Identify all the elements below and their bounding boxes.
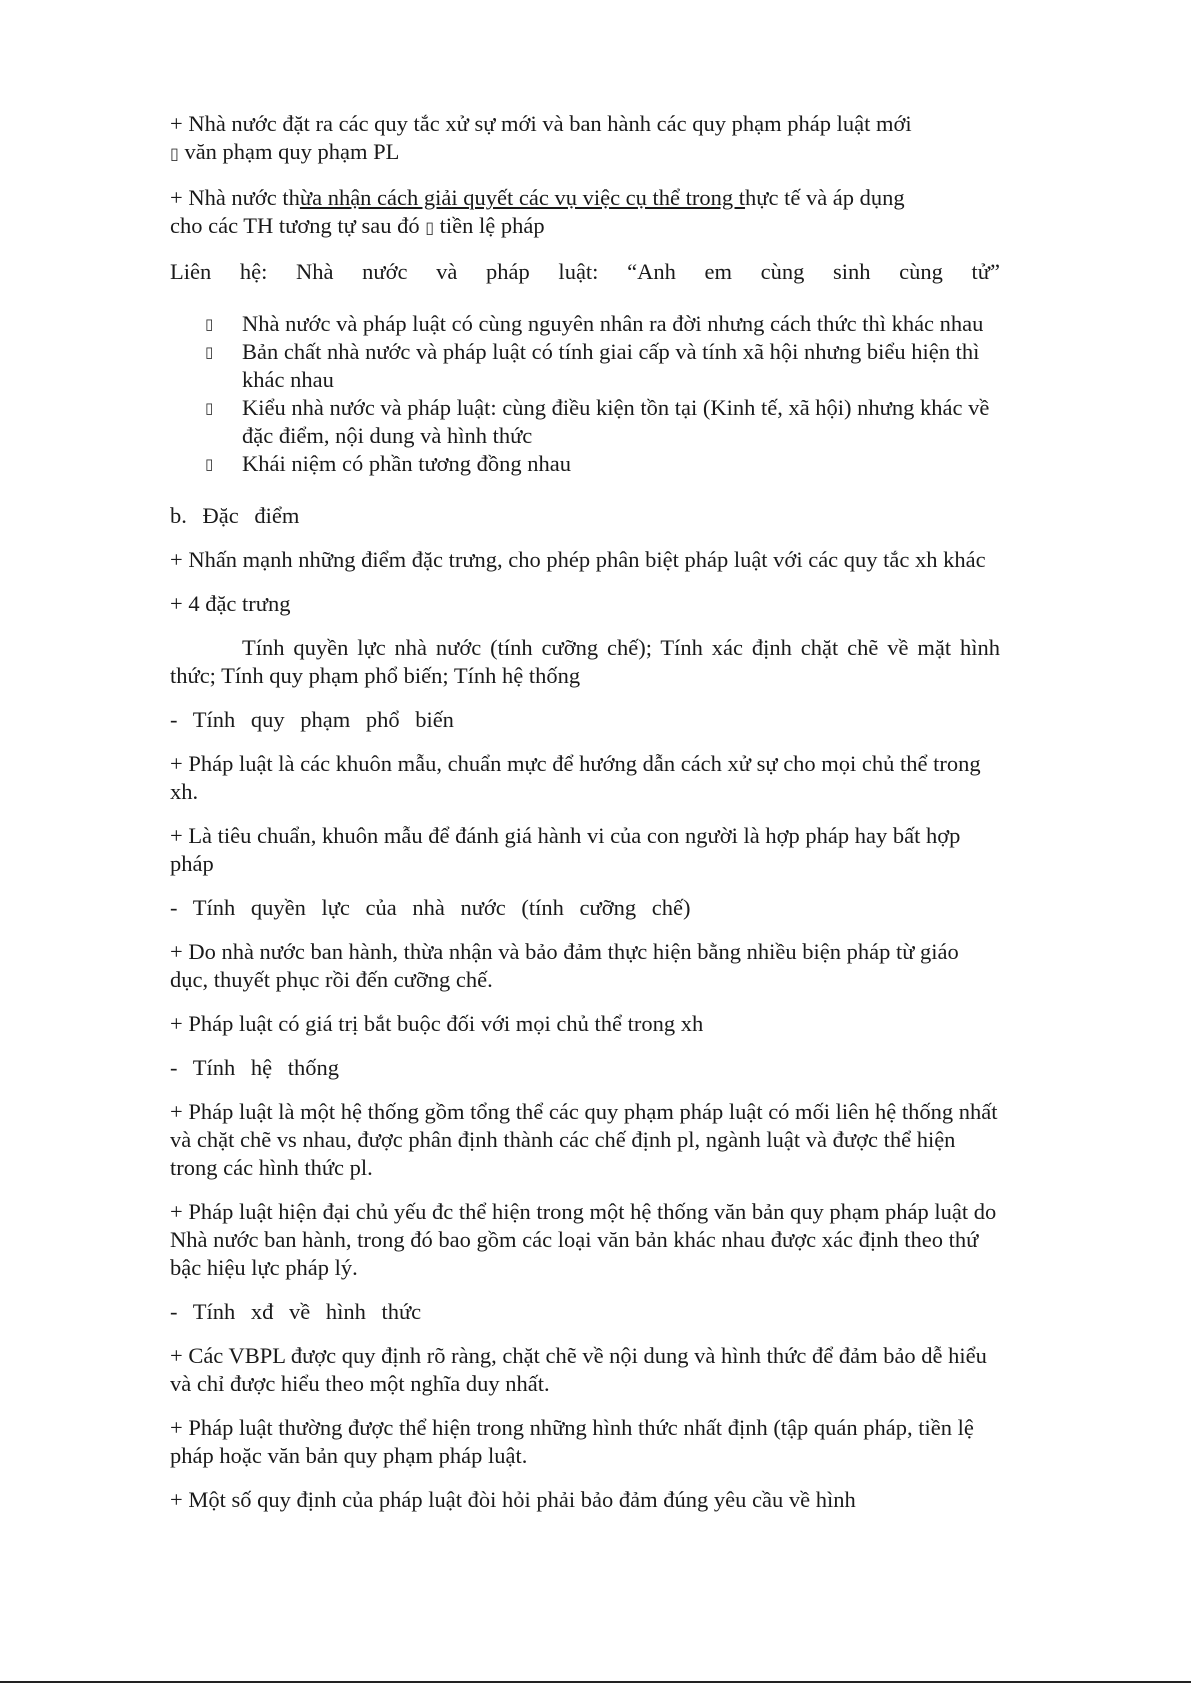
paragraph: + Một số quy định của pháp luật đòi hỏi phải bảo đảm đúng yêu cầu về hình xyxy=(170,1487,856,1512)
missing-glyph-icon: ▯ xyxy=(425,218,435,237)
underlined-run: ừa nhận cách giải quyết các vụ việc cụ thể trong t xyxy=(299,185,746,210)
bullet-icon: ▯ xyxy=(205,343,214,361)
list-item-text: Kiểu nhà nước và pháp luật: cùng điều kiện tồn tại (Kinh tế, xã hội) nhưng khác về đặc điểm, nội dung và hình thức xyxy=(242,395,990,448)
missing-glyph-icon: ▯ xyxy=(170,144,179,163)
list-item-text: Bản chất nhà nước và pháp luật có tính giai cấp và tính xã hội nhưng biểu hiện thì khác nhau xyxy=(242,339,980,392)
paragraph: + Các VBPL được quy định rõ ràng, chặt chẽ về nội dung và hình thức để đảm bảo dễ hiểu và chỉ được hiểu theo một nghĩa duy nhất. xyxy=(170,1343,987,1396)
bullet-icon: ▯ xyxy=(205,315,214,333)
section-heading: b. Đặc điểm xyxy=(170,503,300,528)
paragraph-precedent xyxy=(170,184,1000,242)
list-item-text: Khái niệm có phần tương đồng nhau xyxy=(242,451,572,476)
text-run: + Nhà nước th xyxy=(170,185,300,210)
paragraph-relation: Liên hệ: Nhà nước và pháp luật: “Anh em cùng sinh cùng tử” xyxy=(170,259,1000,284)
list-item xyxy=(170,310,1000,338)
text-run: hực tế và áp dụng xyxy=(745,185,905,210)
paragraph: + Pháp luật thường được thể hiện trong những hình thức nhất định (tập quán pháp, tiền lệ pháp hoặc văn bản quy phạm pháp luật. xyxy=(170,1415,974,1468)
list-item xyxy=(170,338,1000,394)
text-run: cho các TH tương tự sau đó xyxy=(170,213,420,238)
paragraph: + Pháp luật là các khuôn mẫu, chuẩn mực để hướng dẫn cách xử sự cho mọi chủ thể trong xh. xyxy=(170,751,981,804)
paragraph: Tính quyền lực nhà nước (tính cưỡng chế); Tính xác định chặt chẽ về mặt hình thức; Tính quy phạm phổ biến; Tính hệ thống xyxy=(170,635,1000,688)
sub-heading: - Tính hệ thống xyxy=(170,1055,339,1080)
paragraph: + Do nhà nước ban hành, thừa nhận và bảo đảm thực hiện bằng nhiều biện pháp từ giáo dục, thuyết phục rồi đến cưỡng chế. xyxy=(170,939,959,992)
paragraph: + Pháp luật là một hệ thống gồm tổng thể các quy phạm pháp luật có mối liên hệ thống nhất và chặt chẽ vs nhau, được phân định thành các chế định pl, ngành luật và được thể hiện trong các hình thức pl. xyxy=(170,1099,998,1180)
list-item xyxy=(170,450,1000,478)
bullet-icon: ▯ xyxy=(205,455,214,473)
document-page xyxy=(170,110,1000,1530)
paragraph: + Pháp luật hiện đại chủ yếu đc thể hiện trong một hệ thống văn bản quy phạm pháp luật do Nhà nước ban hành, trong đó bao gồm các loại văn bản khác nhau được xác định theo thứ bậc hiệu lực pháp lý. xyxy=(170,1199,997,1280)
list-item-text: Nhà nước và pháp luật có cùng nguyên nhân ra đời nhưng cách thức thì khác nhau xyxy=(242,311,984,336)
page-bottom-divider xyxy=(0,1681,1191,1683)
bullet-icon: ▯ xyxy=(205,399,214,417)
paragraph: + Pháp luật có giá trị bắt buộc đối với mọi chủ thể trong xh xyxy=(170,1011,704,1036)
sub-heading: - Tính quyền lực của nhà nước (tính cưỡng chế) xyxy=(170,895,691,920)
text-line: + Nhà nước đặt ra các quy tắc xử sự mới và ban hành các quy phạm pháp luật mới xyxy=(170,111,912,136)
paragraph: + Nhấn mạnh những điểm đặc trưng, cho phép phân biệt pháp luật với các quy tắc xh khác xyxy=(170,547,986,572)
sub-heading: - Tính quy phạm phổ biến xyxy=(170,707,454,732)
paragraph: + 4 đặc trưng xyxy=(170,591,291,616)
bullet-list xyxy=(170,310,1000,478)
text-line: văn phạm quy phạm PL xyxy=(184,139,400,164)
text-run: tiền lệ pháp xyxy=(439,213,545,238)
list-item xyxy=(170,394,1000,450)
sub-heading: - Tính xđ về hình thức xyxy=(170,1299,422,1324)
paragraph-new-rules xyxy=(170,110,1000,168)
paragraph: + Là tiêu chuẩn, khuôn mẫu để đánh giá hành vi của con người là hợp pháp hay bất hợp pháp xyxy=(170,823,961,876)
